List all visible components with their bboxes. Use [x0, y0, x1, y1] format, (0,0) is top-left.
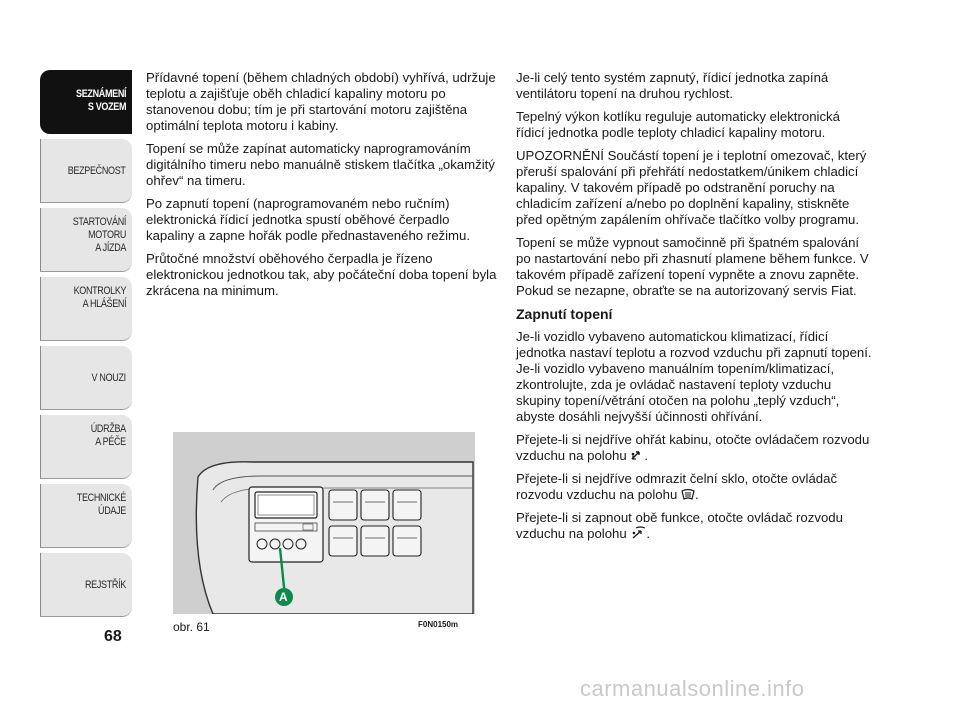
tab-label: KONTROLKY A HLÁŠENÍ — [73, 285, 126, 310]
figure-timer-panel — [173, 432, 475, 614]
tab-technicke-udaje[interactable] — [40, 484, 132, 548]
paragraph-text: Přejete-li si zapnout obě funkce, otočte ovládač rozvodu vzduchu na polohu — [516, 510, 843, 541]
tab-seznameni-s-vozem[interactable] — [40, 70, 132, 134]
tab-label: BEZPEČNOST — [68, 165, 126, 177]
paragraph: Přejete-li si nejdříve ohřát kabinu, otočte ovládačem rozvodu vzduchu na polohu . — [516, 432, 870, 463]
tab-kontrolky[interactable] — [40, 277, 132, 341]
paragraph-text: Přejete-li si nejdříve ohřát kabinu, otočte ovládačem rozvodu vzduchu na polohu — [516, 432, 870, 463]
tab-udrzba[interactable] — [40, 415, 132, 479]
paragraph: Je-li celý tento systém zapnutý, řídicí jednotka zapíná ventilátoru topení na druhou rychlost. — [516, 70, 829, 101]
tab-v-nouzi[interactable] — [40, 346, 132, 410]
page-number: 68 — [104, 628, 122, 645]
tab-rejstrik[interactable] — [40, 553, 132, 617]
paragraph: Topení se může zapínat automaticky naprogramováním digitálního timeru nebo manuálně stiskem tlačítka „okamžitý ohřev“ na timeru. — [146, 141, 495, 188]
tab-label: REJSTŘÍK — [85, 579, 126, 591]
tab-bezpecnost[interactable] — [40, 139, 132, 203]
paragraph: Topení se může vypnout samočinně při špatném spalování po nastartování nebo při zhasnutí plamene během funkce. V takovém případě zařízení topení vypněte a znovu zapněte. Pokud se nezapne, obraťte se na autorizovaný servis Fiat. — [516, 235, 869, 298]
text-column-left — [146, 70, 498, 306]
tab-label: STARTOVÁNÍ MOTORU A JÍZDA — [72, 216, 126, 254]
paragraph: Průtočné množství oběhového čerpadla je řízeno elektronickou jednotkou tak, aby počáteční doba topení byla zkrácena na minimum. — [146, 251, 497, 298]
paragraph: Po zapnutí topení (naprogramovaném nebo ručním) elektronická řídicí jednotka spustí oběhové čerpadlo kapaliny a zapne hořák podle přednastaveného režimu. — [146, 196, 471, 243]
section-heading: Zapnutí topení — [516, 306, 613, 322]
text-column-right — [516, 70, 872, 549]
watermark: carmanualsonline.info — [580, 676, 805, 701]
paragraph: Přídavné topení (během chladných období) vyhřívá, udržuje teplotu a zajišťuje oběh chladicí kapaliny motoru po stanovenou dobu; tím je při startování motoru zajištěna optimální teplota motoru i kabiny. — [146, 70, 496, 133]
windscreen-demist-icon — [681, 487, 695, 501]
figure-code: F0N0150m — [418, 620, 459, 629]
chapter-tabs — [40, 70, 132, 622]
tab-label: V NOUZI — [91, 372, 126, 384]
tab-label: ÚDRŽBA A PÉČE — [90, 423, 126, 448]
paragraph: Je-li vozidlo vybaveno automatickou klimatizací, řídicí jednotka nastaví teplotu a rozvod vzduchu při zapnutí topení. Je-li vozidlo vybaveno manuálním topením/klimatizací, zkontrolujte, zda je ovládač nastavení teploty vzduchu skupiny topení/větrání otočen na polohu „teplý vzduch“, abyste dosáhli nejvyšší účinnosti ohřívání. — [516, 329, 872, 424]
paragraph: Tepelný výkon kotlíku reguluje automaticky elektronická řídicí jednotka podle teploty chladicí kapaliny motoru. — [516, 109, 840, 140]
figure-callout-a: A — [279, 590, 288, 604]
timer-panel-illustration — [173, 432, 475, 614]
paragraph: UPOZORNĚNÍ Součástí topení je i teplotní omezovač, který přeruší spalování při přehřátí nedostatkem/únikem chladicí kapaliny. V takovém případě po odstranění poruchy na chladicím zařízení a/nebo po doplnění kapaliny, stiskněte před opětným zapálením ohřívače tlačítko volby programu. — [516, 148, 867, 227]
tab-label: SEZNÁMENÍ S VOZEM — [75, 88, 126, 113]
tab-startovani[interactable] — [40, 208, 132, 272]
paragraph: Přejete-li si zapnout obě funkce, otočte ovládač rozvodu vzduchu na polohu . — [516, 510, 843, 541]
paragraph: Přejete-li si nejdříve odmrazit čelní sklo, otočte ovládač rozvodu vzduchu na polohu . — [516, 471, 838, 502]
figure-caption: obr. 61 — [173, 620, 210, 634]
tab-label: TECHNICKÉ ÚDAJE — [76, 492, 126, 517]
feet-and-windscreen-icon — [630, 526, 646, 540]
paragraph-text: Přejete-li si nejdříve odmrazit čelní sklo, otočte ovládač rozvodu vzduchu na polohu — [516, 471, 838, 502]
feet-airflow-icon — [630, 448, 644, 462]
